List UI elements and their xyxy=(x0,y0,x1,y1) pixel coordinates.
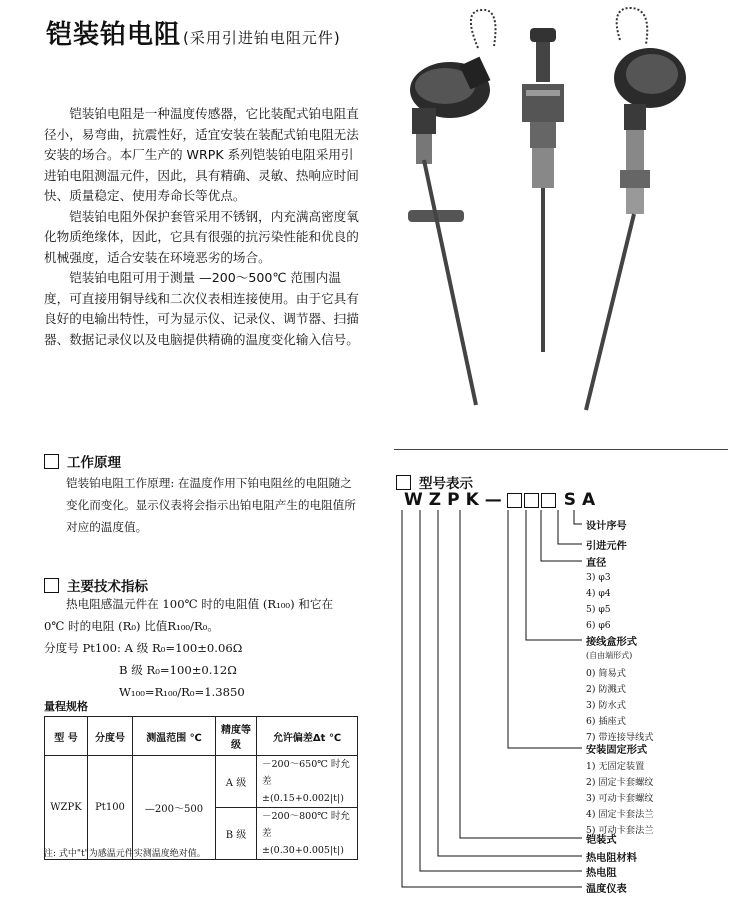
table-header: 精度等级 xyxy=(216,717,257,756)
legend-instrument: 温度仪表 xyxy=(586,884,627,895)
legend-mount: 安装固定形式 xyxy=(586,745,648,756)
cell-graduation: Pt100 xyxy=(88,756,133,860)
spec-line-1: 热电阻感温元件在 100℃ 时的电阻值 (R₁₀₀) 和它在 xyxy=(66,597,334,611)
model-code: W Z P K — S A xyxy=(404,490,602,510)
legend-option: 5) φ5 xyxy=(586,604,611,615)
principle-heading: 工作原理 xyxy=(44,451,121,471)
legend-option: 5) 可动卡套法兰 xyxy=(586,825,654,836)
cell-range: —200～500 xyxy=(133,756,216,860)
legend-option: 3) φ3 xyxy=(586,572,611,583)
legend-option: 4) 固定卡套法兰 xyxy=(586,809,654,820)
legend-option: 2) 固定卡套螺纹 xyxy=(586,777,654,788)
table-header: 分度号 xyxy=(88,717,133,756)
legend-option: 1) 无固定装置 xyxy=(586,761,645,772)
intro-paragraph-3: 铠装铂电阻可用于测量 —200～500℃ 范围内温度，可直接用铜导线和二次仪表相连接使用。由于它具有良好的电输出特性，可为显示仪、记录仪、调节器、扫描器、数据记录仪以及电脑提供精确的温度变化输入信号。 xyxy=(44,270,359,347)
legend-armored: 铠装式 xyxy=(586,835,617,846)
principle-text: 铠装铂电阻工作原理: 在温度作用下铂电阻丝的电阻随之变化而变化。显示仪表将会指示出铂电阻产生的电阻值所对应的温度值。 xyxy=(66,476,356,534)
legend-resistor: 热电阻 xyxy=(586,868,617,879)
legend-option: 3) 防水式 xyxy=(586,700,626,711)
cell-grade-a: A 级 xyxy=(216,756,257,808)
title-main: 铠装铂电阻 xyxy=(46,20,182,50)
legend-option: 6) 插座式 xyxy=(586,716,626,727)
table-header: 型 号 xyxy=(45,717,88,756)
legend-option: 2) 防溅式 xyxy=(586,684,626,695)
legend-imported: 引进元件 xyxy=(586,541,627,552)
spec-line-3: 分度号 Pt100: A 级 R₀=100±0.06Ω xyxy=(44,641,243,655)
legend-option: 3) 可动卡套螺纹 xyxy=(586,793,654,804)
model-heading: 型号表示 xyxy=(396,472,473,492)
cell-model: WZPK xyxy=(45,756,88,860)
title-sub: (采用引进铂电阻元件) xyxy=(183,29,341,47)
spec-line-5: W₁₀₀=R₁₀₀/R₀=1.3850 xyxy=(119,685,245,699)
table-note: 注: 式中"t"为感温元件实测温度绝对值。 xyxy=(44,849,206,859)
intro-paragraph-1: 铠装铂电阻是一种温度传感器，它比装配式铂电阻直径小，易弯曲，抗震性好，适宜安装在装配式铂电阻无法安装的场合。本厂生产的 WRPK 系列铠装铂电阻采用引进铂电阻测温元件，因此，具有精确、灵敏、热响应时间快、质量稳定、使用寿命长等优点。 xyxy=(44,106,359,203)
spec-line-4: B 级 R₀=100±0.12Ω xyxy=(119,663,237,677)
legend-junction-sub: (自由端形式) xyxy=(586,651,633,660)
spec-line-2: 0℃ 时的电阻 (R₀) 比值R₁₀₀/R₀。 xyxy=(44,619,219,633)
legend-option: 4) φ4 xyxy=(586,588,611,599)
specs-heading: 主要技术指标 xyxy=(44,575,148,595)
cell-grade-b: B 级 xyxy=(216,808,257,860)
legend-material: 热电阻材料 xyxy=(586,853,637,864)
cell-tolerance-a: －200～650℃ 时允差 ±(0.15+0.002|t|) xyxy=(257,756,358,808)
table-title: 量程规格 xyxy=(44,700,88,713)
cell-tolerance-b: －200～800℃ 时允差 ±(0.30+0.005|t|) xyxy=(257,808,358,860)
table-header: 允许偏差Δt ℃ xyxy=(257,717,358,756)
legend-option: 6) φ6 xyxy=(586,620,611,631)
legend-junction: 接线盒形式 xyxy=(586,637,637,648)
intro-paragraph-2: 铠装铂电阻外保护套管采用不锈钢，内充满高密度氧化物质绝缘体，因此，它具有很强的抗污染性能和优良的机械强度，适合安装在环境恶劣的场合。 xyxy=(44,208,359,265)
legend-option: 0) 简易式 xyxy=(586,668,626,679)
table-header: 测温范围 ℃ xyxy=(133,717,216,756)
legend-option: 7) 带连接导线式 xyxy=(586,732,654,743)
legend-design: 设计序号 xyxy=(586,521,627,532)
legend-diameter: 直径 xyxy=(586,558,607,569)
